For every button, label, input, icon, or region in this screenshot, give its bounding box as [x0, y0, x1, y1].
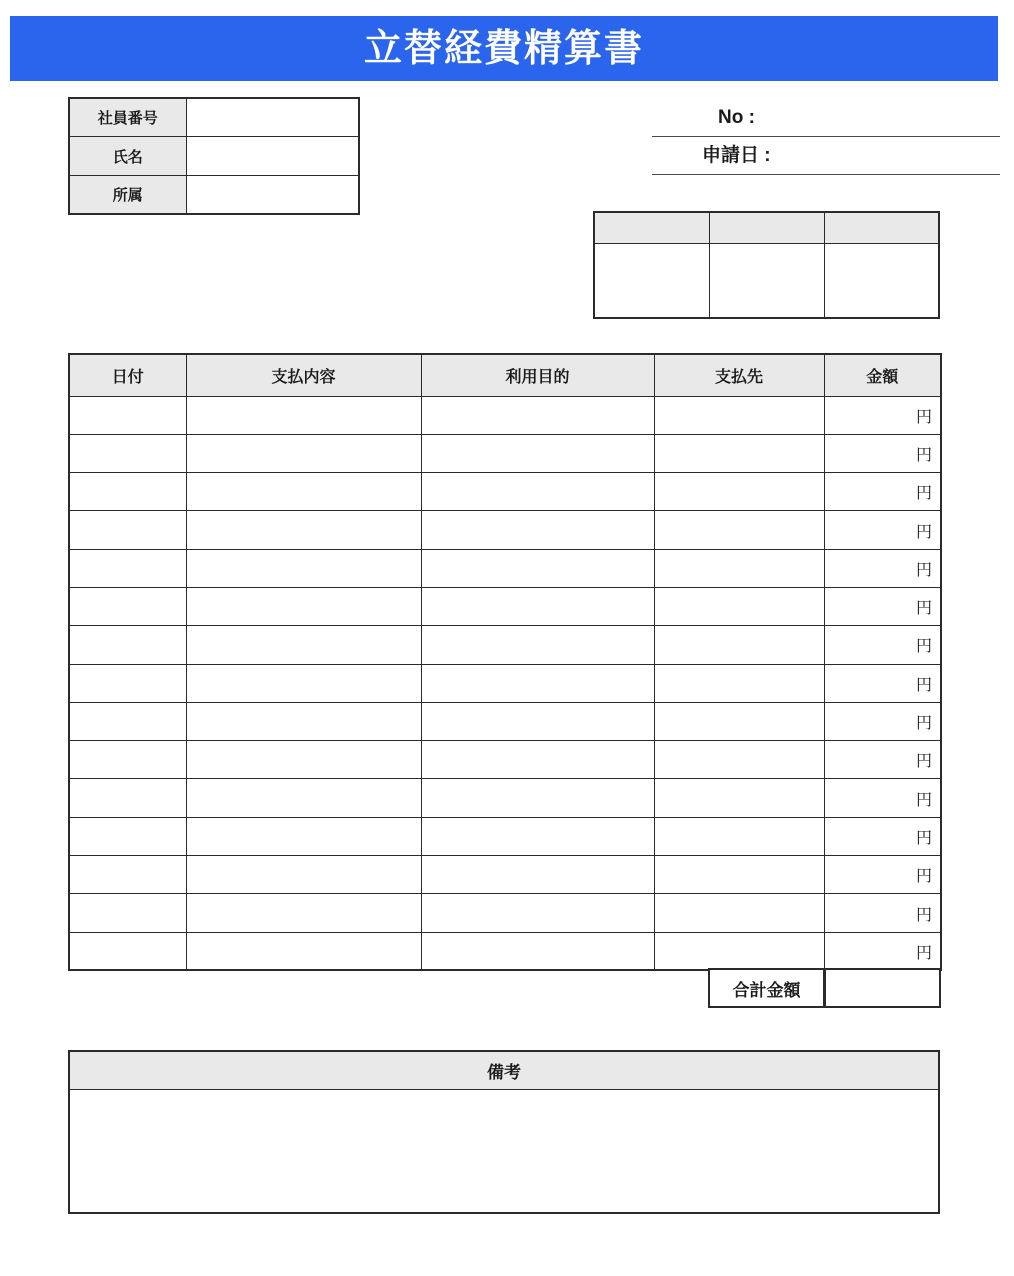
expense-row: [69, 856, 941, 894]
purpose-cell[interactable]: [421, 549, 654, 587]
expense-row: [69, 587, 941, 625]
amount-cell[interactable]: [824, 702, 941, 740]
currency-suffix-label: 円: [915, 715, 932, 733]
date-cell[interactable]: [69, 396, 186, 434]
amount-cell[interactable]: [824, 894, 941, 932]
purpose-cell[interactable]: [421, 434, 654, 472]
purpose-cell[interactable]: [421, 473, 654, 511]
approval-stamp-cell-1[interactable]: [594, 243, 709, 318]
amount-cell[interactable]: [824, 473, 941, 511]
date-cell[interactable]: [69, 434, 186, 472]
payment-detail-cell[interactable]: [186, 511, 421, 549]
payment-detail-cell[interactable]: [186, 856, 421, 894]
payment-detail-cell[interactable]: [186, 817, 421, 855]
payment-detail-cell[interactable]: [186, 741, 421, 779]
purpose-cell[interactable]: [421, 664, 654, 702]
expense-row: [69, 664, 941, 702]
currency-suffix-label: 円: [915, 638, 932, 656]
payee-cell[interactable]: [654, 587, 824, 625]
form-title-banner: [10, 16, 998, 81]
amount-cell[interactable]: [824, 587, 941, 625]
amount-cell[interactable]: [824, 396, 941, 434]
payee-cell[interactable]: [654, 817, 824, 855]
remarks-section: [68, 1050, 940, 1214]
remarks-field[interactable]: [70, 1090, 938, 1212]
payee-column-header: 支払先: [654, 354, 824, 396]
payee-cell[interactable]: [654, 396, 824, 434]
employee-name-label: 氏名: [69, 137, 186, 176]
approval-column-header-1: [594, 212, 709, 243]
date-cell[interactable]: [69, 894, 186, 932]
currency-suffix-label: 円: [915, 868, 932, 886]
approval-stamp-cell-2[interactable]: [709, 243, 824, 318]
currency-suffix-label: 円: [915, 600, 932, 618]
amount-cell[interactable]: [824, 511, 941, 549]
expense-table: [68, 353, 942, 971]
payment-detail-cell[interactable]: [186, 779, 421, 817]
document-number-label: No :: [718, 107, 755, 128]
currency-suffix-label: 円: [915, 408, 932, 426]
date-cell[interactable]: [69, 511, 186, 549]
currency-suffix-label: 円: [915, 829, 932, 847]
payment-detail-cell[interactable]: [186, 932, 421, 970]
application-date-label: 申請日 :: [702, 145, 771, 166]
date-cell[interactable]: [69, 702, 186, 740]
approval-stamp-cell-3[interactable]: [824, 243, 939, 318]
application-date-field[interactable]: [652, 137, 1000, 175]
purpose-column-header: 利用目的: [421, 354, 654, 396]
employee-number-field[interactable]: [186, 98, 359, 137]
date-cell[interactable]: [69, 664, 186, 702]
total-amount-label: 合計金額: [708, 968, 825, 1008]
currency-suffix-label: 円: [915, 944, 932, 962]
amount-cell[interactable]: [824, 741, 941, 779]
payee-cell[interactable]: [654, 932, 824, 970]
payee-cell[interactable]: [654, 626, 824, 664]
expense-row: [69, 396, 941, 434]
payment-detail-cell[interactable]: [186, 626, 421, 664]
purpose-cell[interactable]: [421, 779, 654, 817]
employee-name-row: [69, 137, 359, 176]
expense-row: [69, 626, 941, 664]
page-title: 立替経費精算書: [363, 27, 644, 70]
date-cell[interactable]: [69, 932, 186, 970]
date-cell[interactable]: [69, 856, 186, 894]
amount-column-header: 金額: [824, 354, 941, 396]
currency-suffix-label: 円: [915, 753, 932, 771]
payee-cell[interactable]: [654, 473, 824, 511]
approval-stamp-table: [593, 211, 940, 319]
approval-stamp-row: [594, 243, 939, 318]
payee-cell[interactable]: [654, 434, 824, 472]
payment-detail-cell[interactable]: [186, 434, 421, 472]
purpose-cell[interactable]: [421, 856, 654, 894]
payment-detail-cell[interactable]: [186, 664, 421, 702]
payee-cell[interactable]: [654, 779, 824, 817]
employee-number-label: 社員番号: [69, 98, 186, 137]
payee-cell[interactable]: [654, 702, 824, 740]
payment-detail-cell[interactable]: [186, 702, 421, 740]
expense-row: [69, 932, 941, 970]
date-cell[interactable]: [69, 626, 186, 664]
date-cell[interactable]: [69, 549, 186, 587]
payee-cell[interactable]: [654, 856, 824, 894]
purpose-cell[interactable]: [421, 702, 654, 740]
employee-department-label: 所属: [69, 175, 186, 214]
purpose-cell[interactable]: [421, 396, 654, 434]
amount-cell[interactable]: [824, 626, 941, 664]
currency-suffix-label: 円: [915, 561, 932, 579]
expense-row: [69, 741, 941, 779]
expense-table-body: [69, 396, 941, 970]
payee-cell[interactable]: [654, 664, 824, 702]
payment-detail-cell[interactable]: [186, 587, 421, 625]
currency-suffix-label: 円: [915, 485, 932, 503]
expense-row: [69, 894, 941, 932]
expense-header-row: [69, 354, 941, 396]
purpose-cell[interactable]: [421, 587, 654, 625]
payment-detail-cell[interactable]: [186, 549, 421, 587]
currency-suffix-label: 円: [915, 791, 932, 809]
employee-department-field[interactable]: [186, 175, 359, 214]
payee-cell[interactable]: [654, 549, 824, 587]
purpose-cell[interactable]: [421, 626, 654, 664]
currency-suffix-label: 円: [915, 906, 932, 924]
remarks-label: 備考: [70, 1052, 938, 1090]
approval-column-header-3: [824, 212, 939, 243]
amount-cell[interactable]: [824, 856, 941, 894]
total-amount-row: [708, 968, 941, 1008]
purpose-cell[interactable]: [421, 741, 654, 779]
purpose-cell[interactable]: [421, 894, 654, 932]
payment-detail-cell[interactable]: [186, 894, 421, 932]
total-amount-field[interactable]: [825, 968, 941, 1008]
amount-cell[interactable]: [824, 932, 941, 970]
date-cell[interactable]: [69, 779, 186, 817]
amount-cell[interactable]: [824, 817, 941, 855]
employee-name-field[interactable]: [186, 137, 359, 176]
expense-row: [69, 779, 941, 817]
purpose-cell[interactable]: [421, 511, 654, 549]
expense-row: [69, 549, 941, 587]
payee-cell[interactable]: [654, 741, 824, 779]
payee-cell[interactable]: [654, 511, 824, 549]
employee-info-table: [68, 97, 360, 215]
amount-cell[interactable]: [824, 549, 941, 587]
expense-row: [69, 434, 941, 472]
employee-number-row: [69, 98, 359, 137]
purpose-cell[interactable]: [421, 932, 654, 970]
employee-department-row: [69, 175, 359, 214]
document-number-field[interactable]: [652, 97, 1000, 137]
approval-header-row: [594, 212, 939, 243]
expense-row: [69, 473, 941, 511]
amount-cell[interactable]: [824, 434, 941, 472]
expense-row: [69, 817, 941, 855]
currency-suffix-label: 円: [915, 446, 932, 464]
expense-row: [69, 702, 941, 740]
amount-cell[interactable]: [824, 664, 941, 702]
payment-detail-cell[interactable]: [186, 396, 421, 434]
purpose-cell[interactable]: [421, 817, 654, 855]
date-cell[interactable]: [69, 473, 186, 511]
payment-detail-column-header: 支払内容: [186, 354, 421, 396]
date-cell[interactable]: [69, 817, 186, 855]
currency-suffix-label: 円: [915, 676, 932, 694]
date-cell[interactable]: [69, 741, 186, 779]
date-cell[interactable]: [69, 587, 186, 625]
payee-cell[interactable]: [654, 894, 824, 932]
expense-row: [69, 511, 941, 549]
approval-column-header-2: [709, 212, 824, 243]
payment-detail-cell[interactable]: [186, 473, 421, 511]
date-column-header: 日付: [69, 354, 186, 396]
currency-suffix-label: 円: [915, 523, 932, 541]
amount-cell[interactable]: [824, 779, 941, 817]
